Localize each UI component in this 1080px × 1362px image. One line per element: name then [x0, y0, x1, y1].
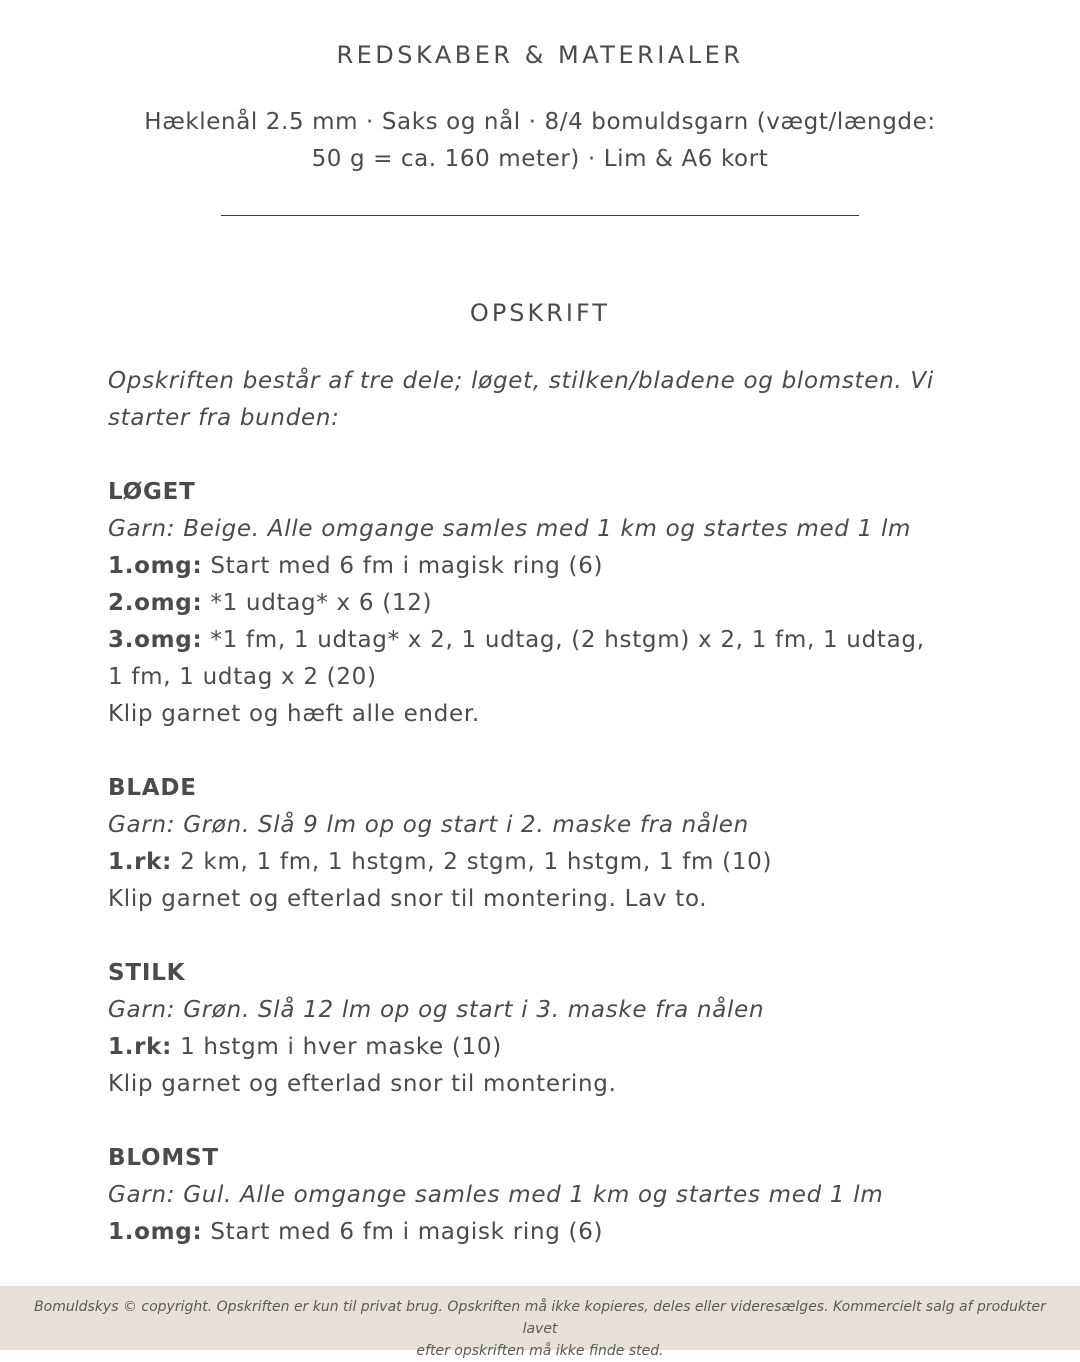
row-label: 1.rk:: [108, 1034, 173, 1060]
row-instruction: [108, 1029, 988, 1066]
yarn-line: Garn: Beige. Alle omgange samles med 1 km og startes med 1 lm: [108, 516, 912, 542]
materials-line-2: 50 g = ca. 160 meter) · Lim & A6 kort: [311, 146, 769, 172]
section-heading-stilk: STILK: [108, 960, 186, 986]
yarn-line: Garn: Grøn. Slå 12 lm op og start i 3. maske fra nålen: [108, 997, 765, 1023]
section-heading-blomst: BLOMST: [108, 1145, 219, 1171]
yarn-line: Garn: Grøn. Slå 9 lm op og start i 2. maske fra nålen: [108, 812, 749, 838]
spacer: [108, 733, 988, 770]
spacer: [108, 1103, 988, 1140]
row-instruction: [108, 548, 988, 585]
section-heading-blade: BLADE: [108, 775, 197, 801]
section-divider: [221, 215, 859, 216]
finish-instruction: Klip garnet og efterlad snor til montering.: [108, 1071, 617, 1097]
recipe-content: [108, 363, 988, 1251]
row-instruction: [108, 585, 988, 622]
recipe-title: OPSKRIFT: [469, 299, 611, 327]
finish-instruction: Klip garnet og efterlad snor til montering. Lav to.: [108, 886, 708, 912]
yarn-line: Garn: Gul. Alle omgange samles med 1 km og startes med 1 lm: [108, 1182, 884, 1208]
copyright-line-1: Bomuldskys © copyright. Opskriften er kun til privat brug. Opskriften må ikke kopieres, deles eller videresælges. Kommercielt salg af produkter lavet: [34, 1299, 1046, 1337]
row-instruction: [108, 622, 988, 696]
row-text: *1 fm, 1 udtag* x 2, 1 udtag, (2 hstgm) x 2, 1 fm, 1 udtag,: [202, 627, 925, 653]
row-text: 1 hstgm i hver maske (10): [172, 1034, 502, 1060]
row-label: 3.omg:: [108, 627, 203, 653]
row-label: 1.omg:: [108, 1219, 203, 1245]
section-heading-loeget: LØGET: [108, 479, 196, 505]
materials-title: REDSKABER & MATERIALER: [336, 41, 744, 69]
row-label: 1.omg:: [108, 553, 203, 579]
materials-line-1: Hæklenål 2.5 mm · Saks og nål · 8/4 bomuldsgarn (vægt/længde:: [144, 109, 936, 135]
recipe-intro-line-2: starter fra bunden:: [108, 405, 340, 431]
row-instruction: [108, 844, 988, 881]
row-label: 1.rk:: [108, 849, 173, 875]
finish-instruction: Klip garnet og hæft alle ender.: [108, 701, 480, 727]
row-text: Start med 6 fm i magisk ring (6): [202, 1219, 604, 1245]
recipe-intro: [108, 363, 988, 437]
recipe-intro-line-1: Opskriften består af tre dele; løget, stilken/bladene og blomsten. Vi: [108, 368, 934, 394]
row-text: Start med 6 fm i magisk ring (6): [202, 553, 604, 579]
copyright-text: [30, 1296, 1050, 1362]
row-text: *1 udtag* x 6 (12): [202, 590, 433, 616]
spacer: [108, 918, 988, 955]
spacer: [108, 437, 988, 474]
row-label: 2.omg:: [108, 590, 203, 616]
row-text-continuation: 1 fm, 1 udtag x 2 (20): [108, 664, 377, 690]
materials-list: [90, 104, 990, 178]
copyright-line-2: efter opskriften må ikke finde sted.: [416, 1343, 664, 1359]
copyright-footer: [0, 1286, 1080, 1359]
row-instruction: [108, 1214, 988, 1251]
row-text: 2 km, 1 fm, 1 hstgm, 2 stgm, 1 hstgm, 1 fm (10): [172, 849, 773, 875]
